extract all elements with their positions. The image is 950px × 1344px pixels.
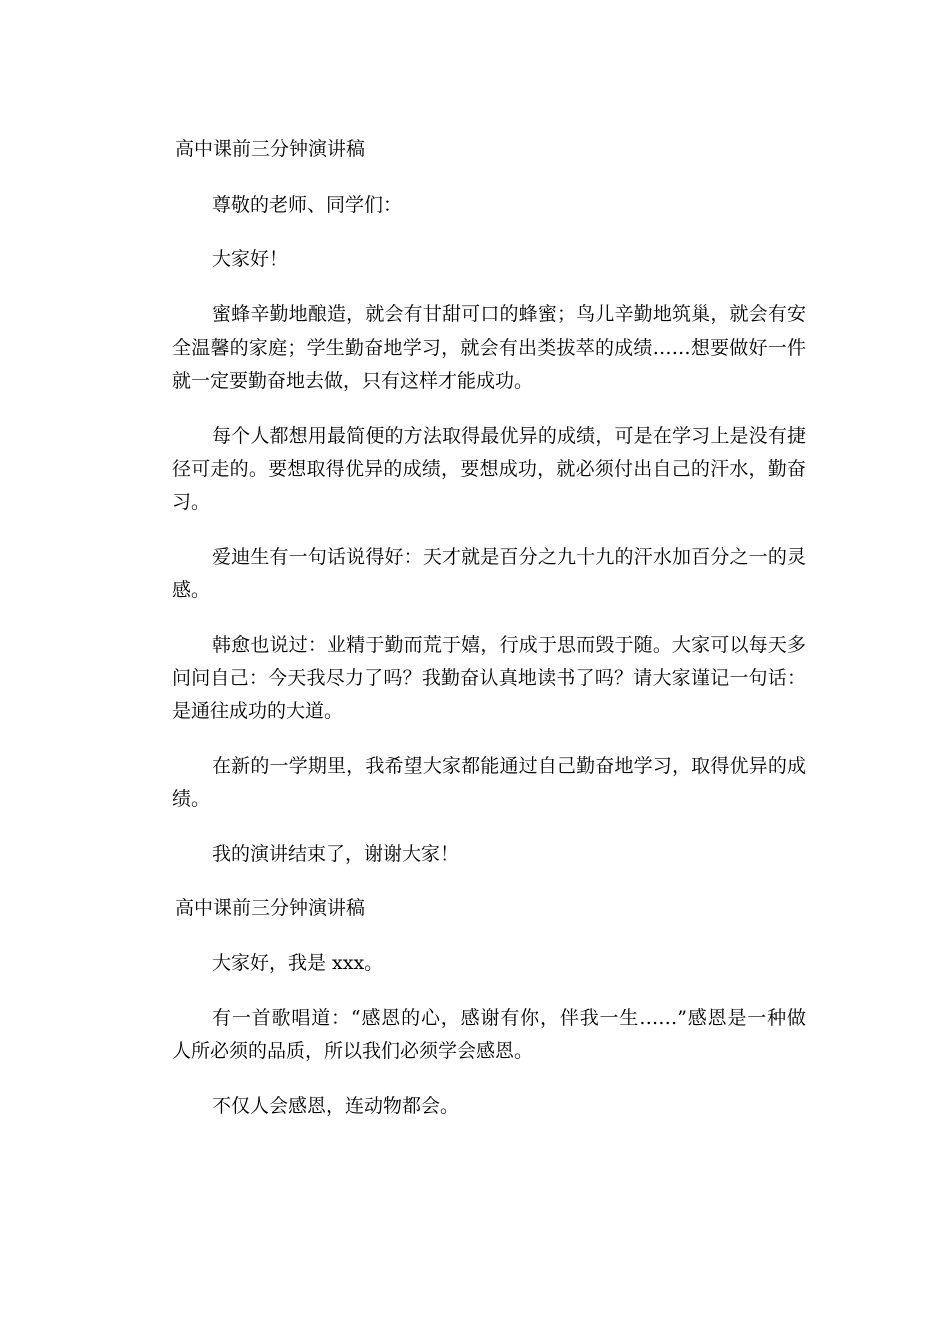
para4-line3: 是通往成功的大道。 <box>172 700 344 722</box>
greeting: 尊敬的老师、同学们： <box>212 194 403 216</box>
para4-line2: 问问自己：今天我尽力了吗？我勤奋认真地读书了吗？请大家谨记一句话： <box>172 667 806 689</box>
para5-line2: 绩。 <box>172 788 211 810</box>
hello: 大家好！ <box>212 248 289 270</box>
speech-title-2: 高中课前三分钟演讲稿 <box>175 897 366 919</box>
para1-line2: 全温馨的家庭；学生勤奋地学习，就会有出类拔萃的成绩……想要做好一件 <box>172 337 806 359</box>
para3-line2: 感。 <box>172 579 211 601</box>
para2-line1: 每个人都想用最简便的方法取得最优异的成绩，可是在学习上是没有捷 <box>212 425 806 447</box>
intro-2: 大家好，我是 xxx。 <box>212 952 384 974</box>
para1-line3: 就一定要勤奋地去做，只有这样才能成功。 <box>172 370 534 392</box>
para2-line3: 习。 <box>172 491 211 513</box>
para6-line2: 人所必须的品质，所以我们必须学会感恩。 <box>172 1040 534 1062</box>
para3-line1: 爱迪生有一句话说得好：天才就是百分之九十九的汗水加百分之一的灵 <box>212 546 806 568</box>
speech-title-1: 高中课前三分钟演讲稿 <box>175 138 366 160</box>
para1-line1: 蜜蜂辛勤地酿造，就会有甘甜可口的蜂蜜；鸟儿辛勤地筑巢，就会有安 <box>212 303 806 325</box>
para7: 不仅人会感恩，连动物都会。 <box>212 1095 460 1117</box>
para2-line2: 径可走的。要想取得优异的成绩，要想成功，就必须付出自己的汗水，勤奋 <box>172 458 806 480</box>
para5-line1: 在新的一学期里，我希望大家都能通过自己勤奋地学习，取得优异的成 <box>212 755 806 777</box>
para4-line1: 韩愈也说过：业精于勤而荒于嬉，行成于思而毁于随。大家可以每天多 <box>212 634 806 656</box>
para6-line1: 有一首歌唱道：“感恩的心，感谢有你，伴我一生……”感恩是一种做 <box>212 1007 806 1029</box>
closing: 我的演讲结束了，谢谢大家！ <box>212 843 460 865</box>
